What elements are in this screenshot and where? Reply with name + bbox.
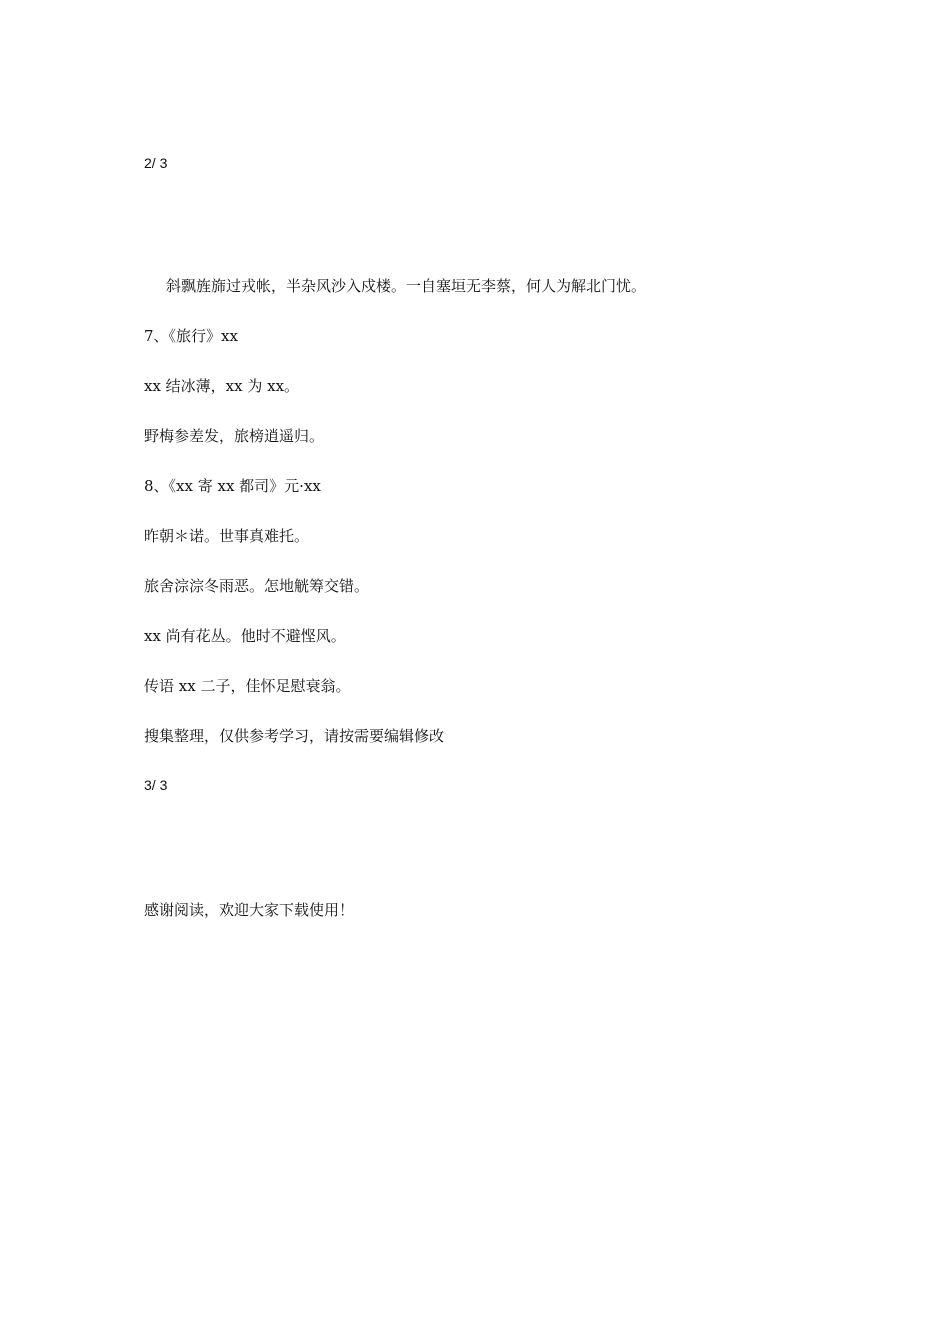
poem-7-line-1: xx 结冰薄，xx 为 xx。: [144, 377, 300, 395]
page-number-bottom: 3/ 3: [144, 777, 168, 793]
poem-8-heading: 8、《xx 寄 xx 都司》元·xx: [144, 477, 321, 495]
poem-6-last-line: 斜飘旌旆过戎帐，半杂风沙入戍楼。一自塞垣无李蔡，何人为解北门忧。: [166, 277, 647, 295]
disclaimer-text: 搜集整理，仅供参考学习，请按需要编辑修改: [144, 727, 445, 745]
poem-8-line-4: 传语 xx 二子，佳怀足慰衰翁。: [144, 677, 351, 695]
poem-7-line-2: 野梅参差发，旅榜逍遥归。: [144, 427, 325, 445]
poem-8-line-3: xx 尚有花丛。他时不避悭风。: [144, 627, 346, 645]
poem-8-line-2: 旅舍淙淙冬雨恶。怎地觥筹交错。: [144, 577, 370, 595]
page-number-top: 2/ 3: [144, 155, 168, 171]
poem-8-line-1: 昨朝＊诺。世事真难托。: [144, 527, 310, 545]
poem-7-heading: 7、《旅行》xx: [144, 327, 238, 345]
thanks-text: 感谢阅读，欢迎大家下载使用！: [144, 901, 355, 919]
